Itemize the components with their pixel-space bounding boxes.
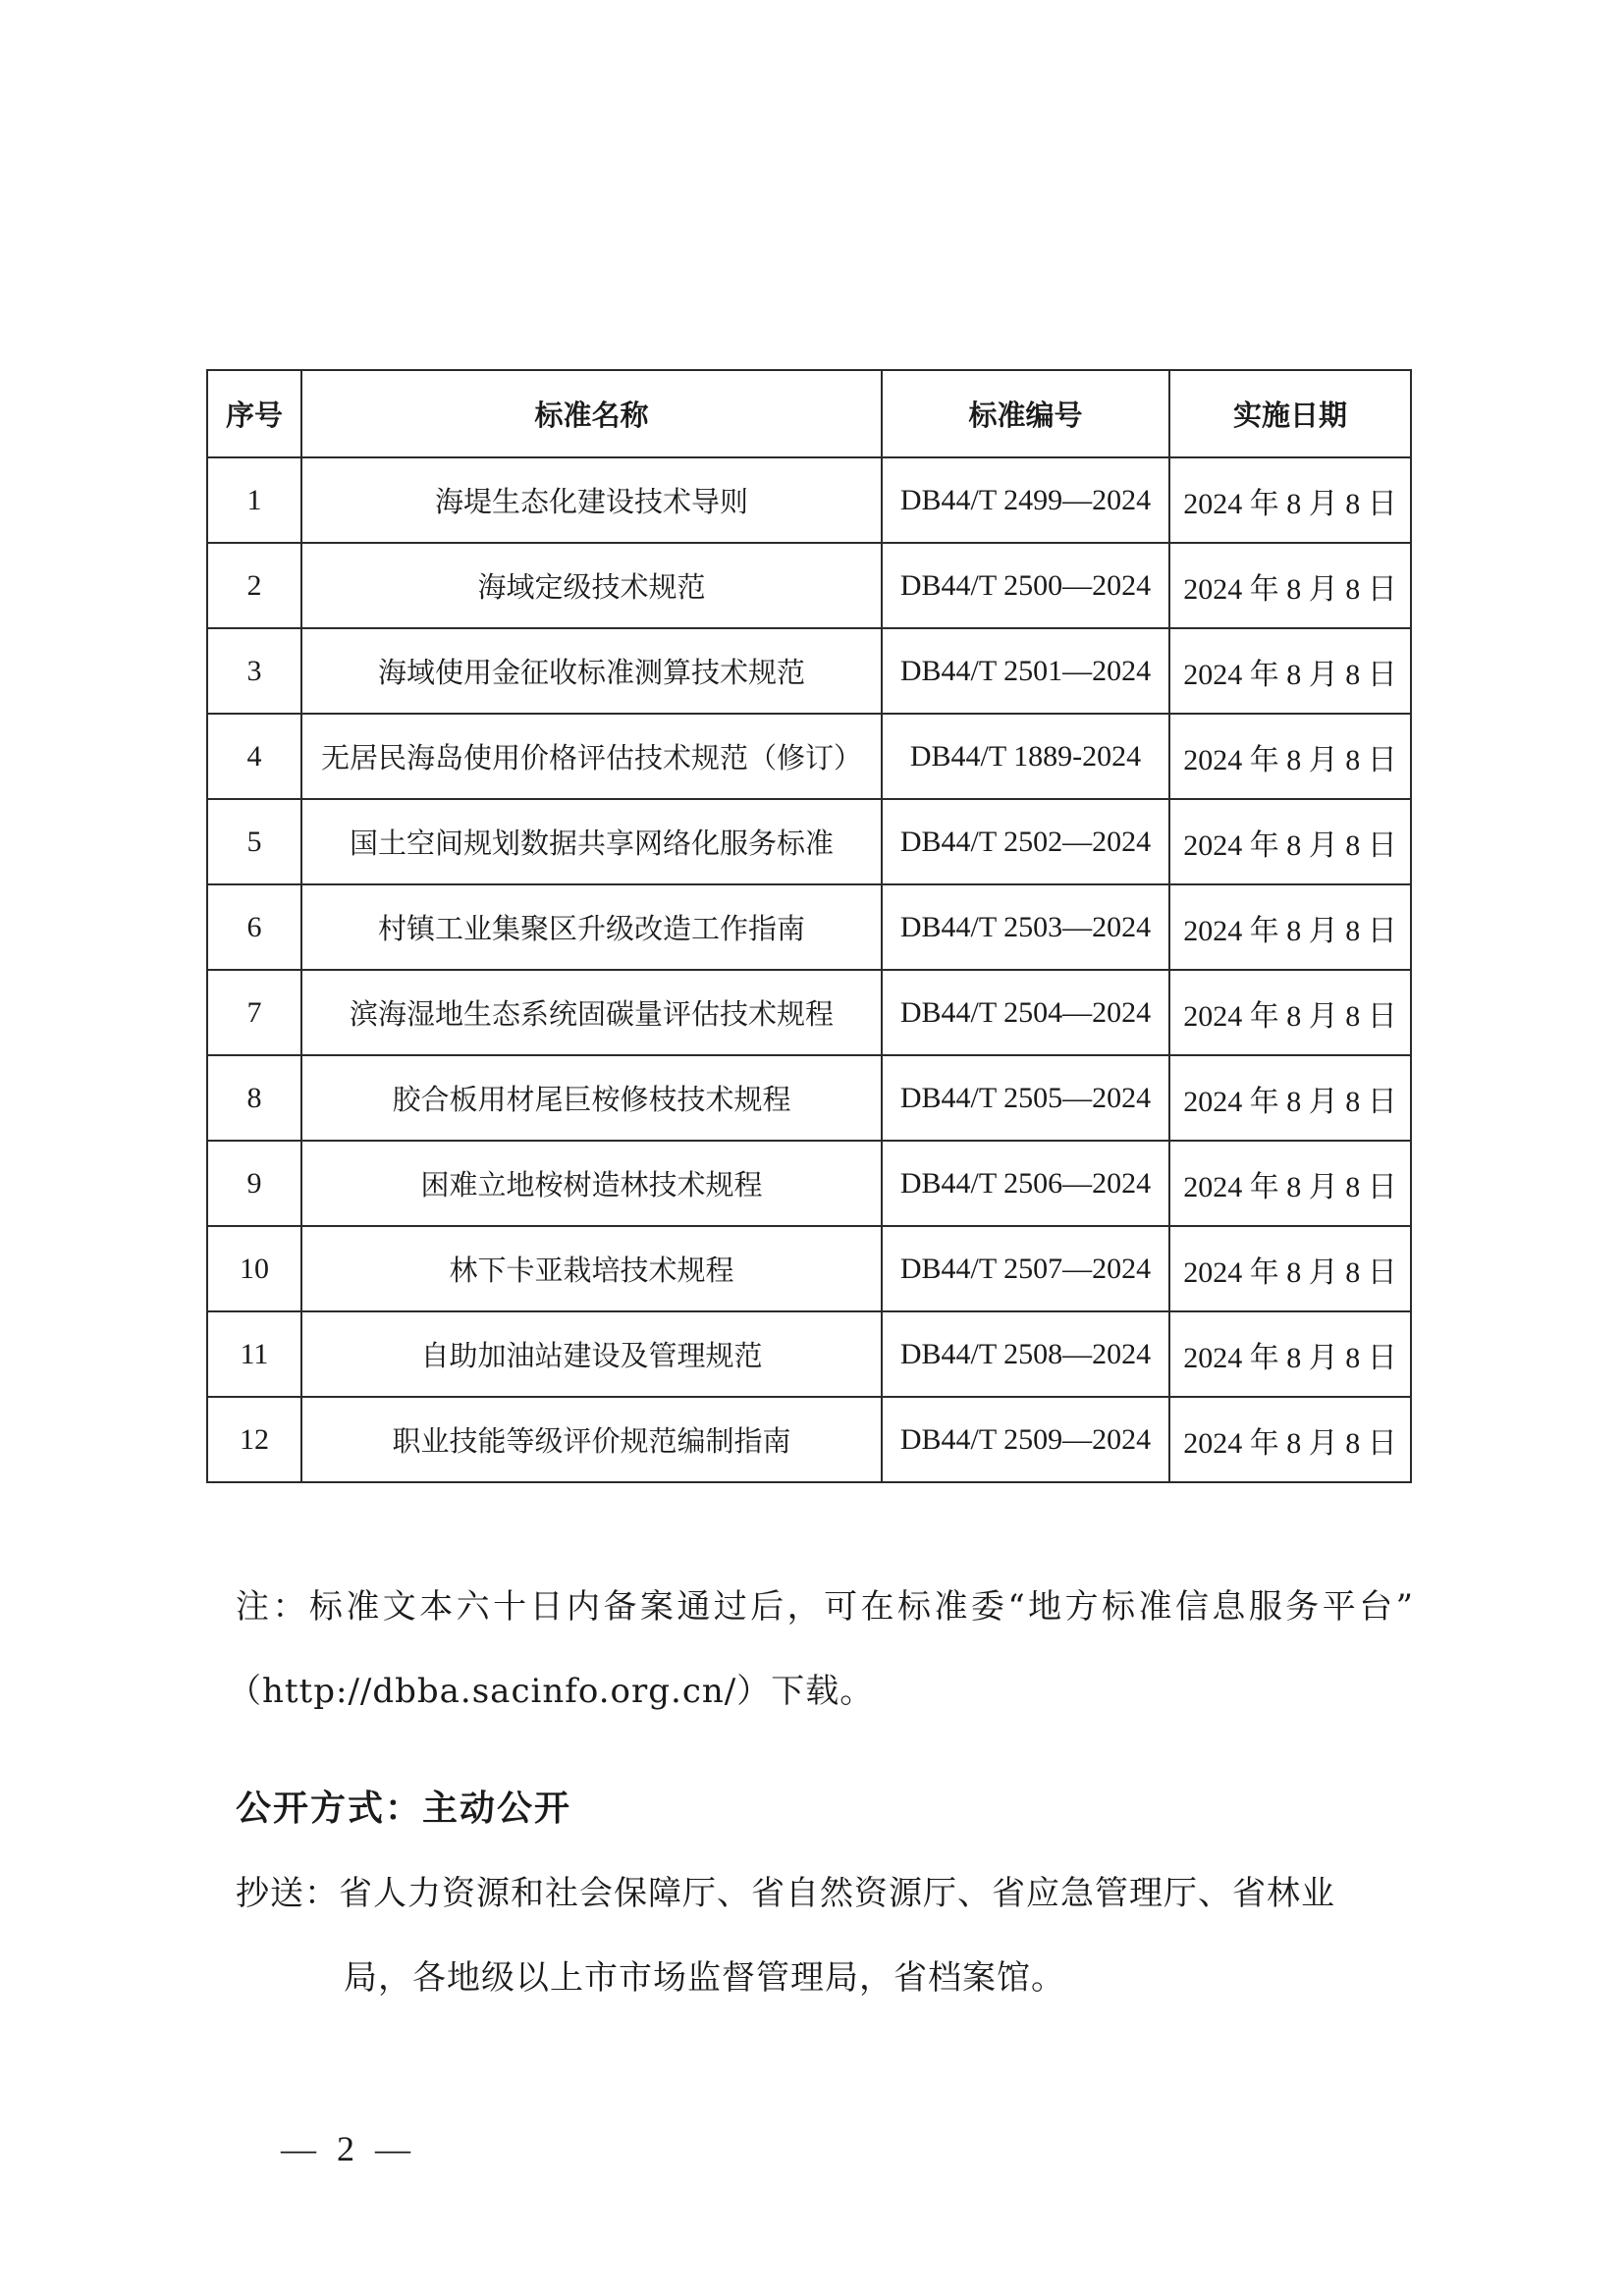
table-row	[207, 457, 1411, 543]
cell-name: 海域定级技术规范	[301, 543, 882, 628]
cell-code: DB44/T 2503—2024	[882, 884, 1169, 970]
download-note	[228, 1565, 1414, 1734]
cell-seq: 9	[207, 1141, 301, 1226]
cell-date: 2024 年 8 月 8 日	[1169, 799, 1411, 884]
disclosure-method: 公开方式：主动公开	[236, 1789, 572, 1829]
cell-seq: 6	[207, 884, 301, 970]
cell-code: DB44/T 2500—2024	[882, 543, 1169, 628]
cell-name: 海堤生态化建设技术导则	[301, 457, 882, 543]
cell-seq: 11	[207, 1311, 301, 1397]
cell-name: 无居民海岛使用价格评估技术规范（修订）	[301, 714, 882, 799]
cell-seq: 5	[207, 799, 301, 884]
cell-name: 国土空间规划数据共享网络化服务标准	[301, 799, 882, 884]
cell-name: 林下卡亚栽培技术规程	[301, 1226, 882, 1311]
table-row	[207, 1311, 1411, 1397]
cell-code: DB44/T 2499—2024	[882, 457, 1169, 543]
table-row	[207, 970, 1411, 1055]
table-row	[207, 543, 1411, 628]
cell-date: 2024 年 8 月 8 日	[1169, 884, 1411, 970]
cell-code: DB44/T 2508—2024	[882, 1311, 1169, 1397]
header-date: 实施日期	[1169, 370, 1411, 457]
cell-seq: 7	[207, 970, 301, 1055]
cell-name: 职业技能等级评价规范编制指南	[301, 1397, 882, 1482]
cell-code: DB44/T 2501—2024	[882, 628, 1169, 714]
cell-name: 滨海湿地生态系统固碳量评估技术规程	[301, 970, 882, 1055]
cell-seq: 12	[207, 1397, 301, 1482]
cell-name: 海域使用金征收标准测算技术规范	[301, 628, 882, 714]
cell-date: 2024 年 8 月 8 日	[1169, 1055, 1411, 1141]
cell-date: 2024 年 8 月 8 日	[1169, 543, 1411, 628]
table-row	[207, 884, 1411, 970]
cell-seq: 4	[207, 714, 301, 799]
cell-code: DB44/T 2505—2024	[882, 1055, 1169, 1141]
page-number: — 2 —	[281, 2129, 416, 2168]
cell-seq: 3	[207, 628, 301, 714]
cell-name: 困难立地桉树造林技术规程	[301, 1141, 882, 1226]
table-row	[207, 1141, 1411, 1226]
cell-date: 2024 年 8 月 8 日	[1169, 1141, 1411, 1226]
cell-seq: 8	[207, 1055, 301, 1141]
cell-seq: 10	[207, 1226, 301, 1311]
cell-name: 自助加油站建设及管理规范	[301, 1311, 882, 1397]
cell-date: 2024 年 8 月 8 日	[1169, 1226, 1411, 1311]
cc-list	[236, 1851, 1414, 2020]
cell-date: 2024 年 8 月 8 日	[1169, 970, 1411, 1055]
cc-line-2: 局，各地级以上市市场监督管理局，省档案馆。	[344, 1958, 1065, 1998]
cell-seq: 1	[207, 457, 301, 543]
table-row	[207, 714, 1411, 799]
table-row	[207, 1397, 1411, 1482]
cell-name: 村镇工业集聚区升级改造工作指南	[301, 884, 882, 970]
header-code: 标准编号	[882, 370, 1169, 457]
cell-date: 2024 年 8 月 8 日	[1169, 628, 1411, 714]
table-row	[207, 799, 1411, 884]
note-line-1: 注：标准文本六十日内备案通过后，可在标准委“地方标准信息服务平台”	[236, 1587, 1414, 1627]
note-line-2: （http://dbba.sacinfo.org.cn/）下载。	[228, 1672, 875, 1711]
cell-code: DB44/T 2506—2024	[882, 1141, 1169, 1226]
cell-code: DB44/T 2509—2024	[882, 1397, 1169, 1482]
cell-code: DB44/T 2502—2024	[882, 799, 1169, 884]
cell-seq: 2	[207, 543, 301, 628]
cell-code: DB44/T 1889-2024	[882, 714, 1169, 799]
cell-date: 2024 年 8 月 8 日	[1169, 457, 1411, 543]
cell-date: 2024 年 8 月 8 日	[1169, 714, 1411, 799]
table-row	[207, 628, 1411, 714]
table-row	[207, 1055, 1411, 1141]
cell-name: 胶合板用材尾巨桉修枝技术规程	[301, 1055, 882, 1141]
cell-date: 2024 年 8 月 8 日	[1169, 1397, 1411, 1482]
header-name: 标准名称	[301, 370, 882, 457]
standards-table	[206, 369, 1412, 1483]
header-seq: 序号	[207, 370, 301, 457]
cell-code: DB44/T 2504—2024	[882, 970, 1169, 1055]
table-row	[207, 1226, 1411, 1311]
cell-date: 2024 年 8 月 8 日	[1169, 1311, 1411, 1397]
cell-code: DB44/T 2507—2024	[882, 1226, 1169, 1311]
cc-line-1: 抄送：省人力资源和社会保障厅、省自然资源厅、省应急管理厅、省林业	[236, 1874, 1335, 1913]
table-header-row	[207, 370, 1411, 457]
